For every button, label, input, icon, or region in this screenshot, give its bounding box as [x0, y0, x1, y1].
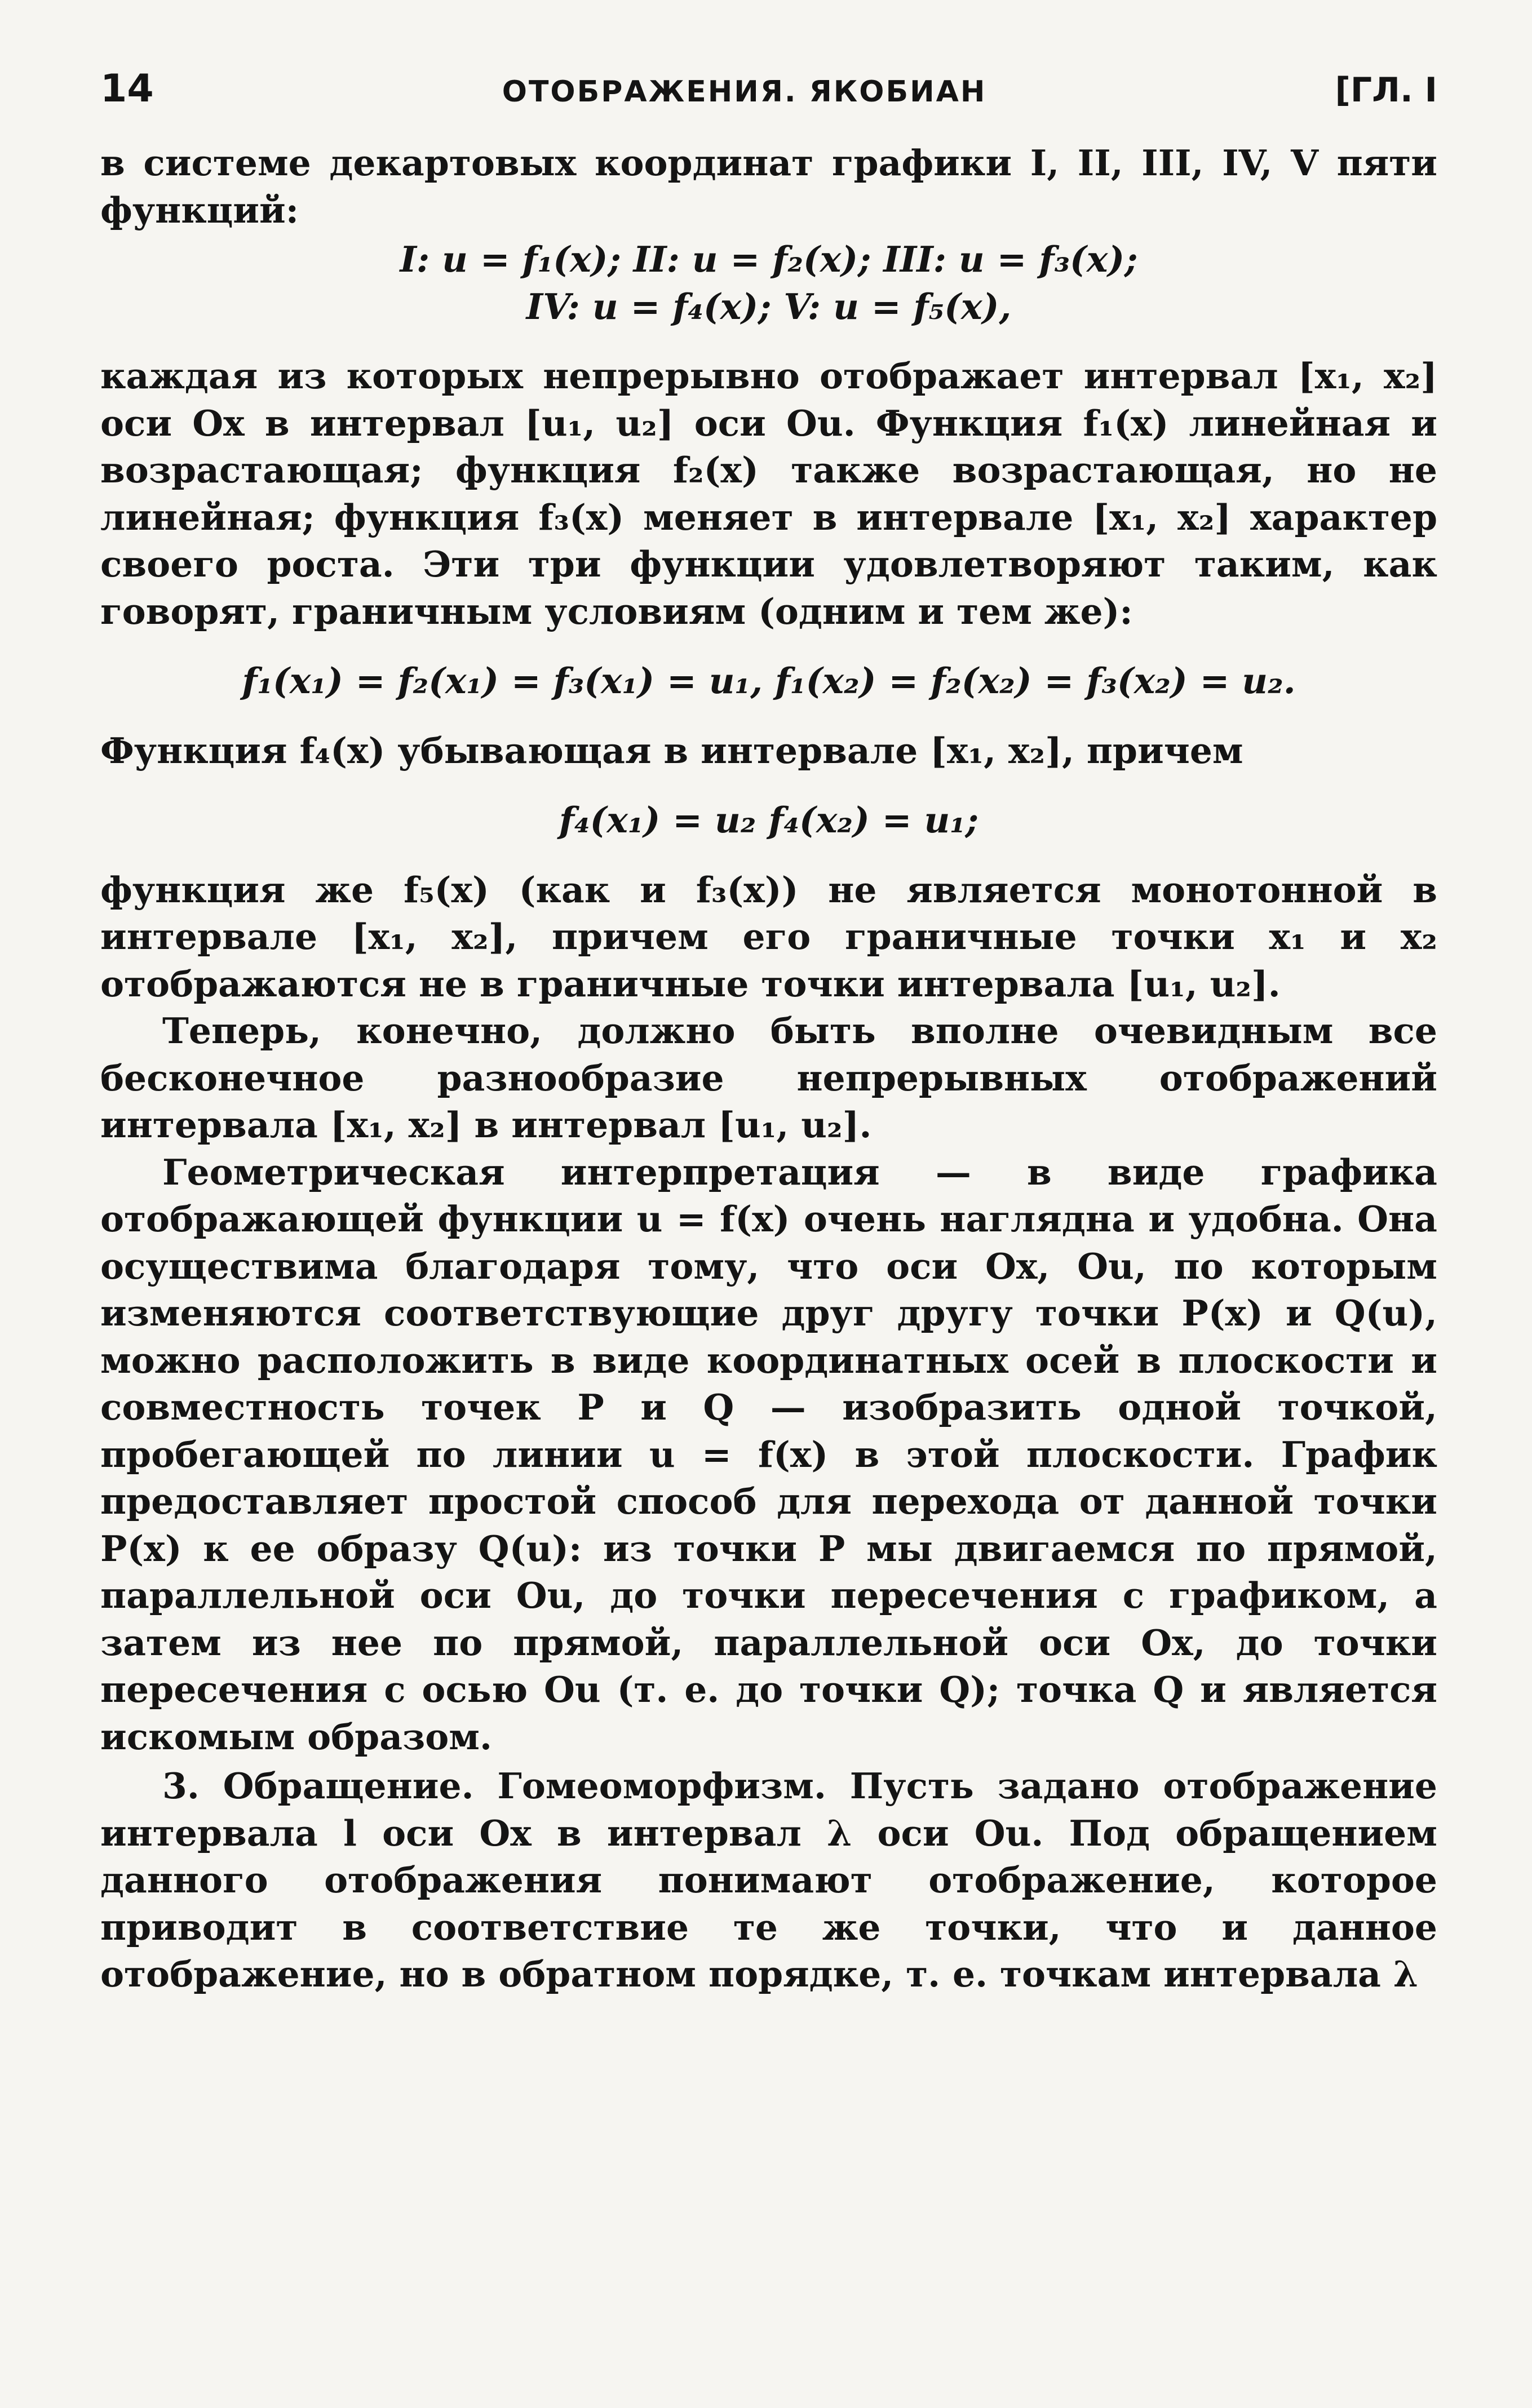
formula-functions-2: IV: u = f₄(x); V: u = f₅(x),: [526, 285, 1012, 327]
formula-functions-1: I: u = f₁(x); II: u = f₂(x); III: u = f₃(x);: [400, 238, 1138, 280]
book-page: [100, 66, 1437, 1998]
paragraph-variety: Теперь, конечно, должно быть вполне очевидным все бесконечное разнообразие непрерывных отображений интервала [x₁, x₂] в интервал [u₁, u₂].: [100, 1010, 1437, 1146]
paragraph-f4: Функция f₄(x) убывающая в интервале [x₁, x₂], причем: [100, 729, 1243, 771]
running-title: ОТОБРАЖЕНИЯ. ЯКОБИАН: [502, 75, 987, 109]
page-number: 14: [100, 66, 154, 111]
section-body: Пусть задано отображение интервала l оси Ox в интервал λ оси Ou. Под обращением данного отображения понимают отображение, которое приводит в соответствие те же точки, что и данное отображение, но в обратном порядке, т. е. точкам интервала λ: [100, 1765, 1437, 1995]
running-header: [100, 66, 1437, 140]
paragraph-f5: функция же f₅(x) (как и f₃(x)) не является монотонной в интервале [x₁, x₂], причем его граничные точки x₁ и x₂ отображаются не в граничные точки интервала [u₁, u₂].: [100, 868, 1437, 1005]
paragraph-section-3: [100, 1763, 1437, 1998]
section-heading: 3. Обращение. Гомеоморфизм.: [162, 1765, 826, 1807]
chapter-label: [ГЛ. I: [1335, 70, 1437, 110]
paragraph-geometric-interpretation: Геометрическая интерпретация — в виде графика отображающей функции u = f(x) очень наглядна и удобна. Она осуществима благодаря тому, что оси Ox, Ou, по которым изменяются соответствующие друг другу точки P(x) и Q(u), можно расположить в виде координатных осей в плоскости и совместность точек P и Q — изобразить одной точкой, пробегающей по линии u = f(x) в этой плоскости. График предоставляет простой способ для перехода от данной точки P(x) к ее образу Q(u): из точки P мы двигаемся по прямой, параллельной оси Ou, до точки пересечения с графиком, а затем из нее по прямой, параллельной оси Ox, до точки пересечения с осью Ou (т. е. до точки Q); точка Q и является искомым образом.: [100, 1151, 1437, 1758]
formula-boundary-conditions: f₁(x₁) = f₂(x₁) = f₃(x₁) = u₁, f₁(x₂) = f₂(x₂) = f₃(x₂) = u₂.: [242, 660, 1296, 702]
paragraph-functions-description: каждая из которых непрерывно отображает интервал [x₁, x₂] оси Ox в интервал [u₁, u₂] оси Ou. Функция f₁(x) линейная и возрастающая; функция f₂(x) также возрастающая, но не линейная; функция f₃(x) меняет в интервале [x₁, x₂] характер своего роста. Эти три функции удовлетворяют таким, как говорят, граничным условиям (одним и тем же):: [100, 355, 1437, 632]
formula-f4-values: f₄(x₁) = u₂ f₄(x₂) = u₁;: [559, 799, 979, 841]
paragraph-intro: в системе декартовых координат графики I, II, III, IV, V пяти функций:: [100, 142, 1437, 231]
